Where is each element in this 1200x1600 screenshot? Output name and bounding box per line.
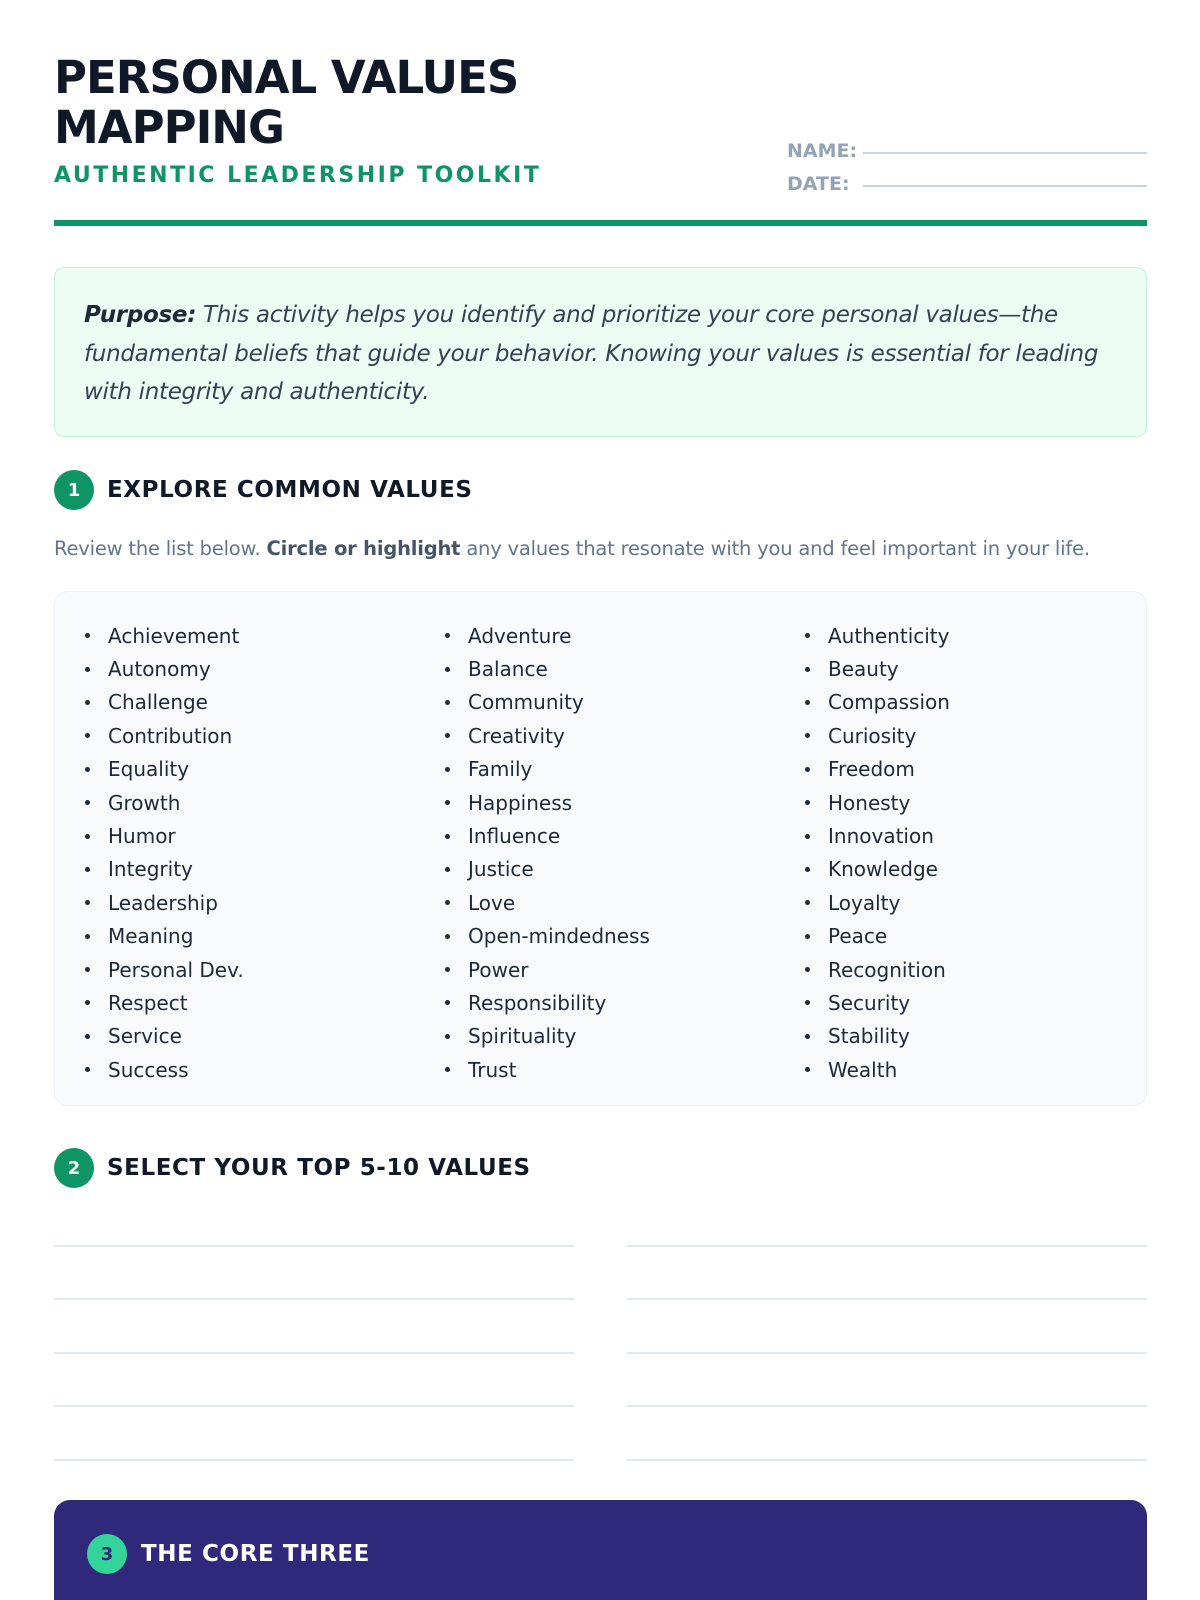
value-item[interactable]: Freedom	[801, 753, 950, 786]
value-item[interactable]: Innovation	[801, 819, 950, 852]
value-item[interactable]: Respect	[81, 986, 244, 1019]
worksheet-page	[54, 0, 1147, 1567]
value-item[interactable]: Equality	[81, 753, 244, 786]
page-subtitle: AUTHENTIC LEADERSHIP TOOLKIT	[54, 163, 542, 188]
write-line[interactable]	[627, 1247, 1147, 1301]
value-item[interactable]: Love	[441, 886, 650, 919]
section-1-instruction	[54, 537, 1090, 560]
value-item[interactable]: Meaning	[81, 920, 244, 953]
write-line[interactable]	[54, 1407, 574, 1461]
core-three-panel	[54, 1500, 1147, 1600]
instruction-after: any values that resonate with you and feel important in your life.	[466, 537, 1090, 560]
value-item[interactable]: Security	[801, 986, 950, 1019]
section-3-title: THE CORE THREE	[141, 1541, 370, 1567]
date-row	[787, 167, 1147, 200]
page-title: PERSONAL VALUES MAPPING	[54, 51, 519, 154]
date-field[interactable]	[863, 185, 1147, 187]
purpose-box	[54, 267, 1147, 437]
value-item[interactable]: Community	[441, 686, 650, 719]
header-divider	[54, 220, 1147, 226]
write-line[interactable]	[627, 1407, 1147, 1461]
value-item[interactable]: Adventure	[441, 619, 650, 652]
header	[54, 0, 1147, 228]
value-item[interactable]: Curiosity	[801, 719, 950, 752]
write-line[interactable]	[54, 1247, 574, 1301]
value-item[interactable]: Trust	[441, 1053, 650, 1086]
purpose-label: Purpose:	[84, 302, 197, 328]
value-item[interactable]: Authenticity	[801, 619, 950, 652]
write-line[interactable]	[54, 1300, 574, 1354]
instruction-bold: Circle or highlight	[266, 537, 461, 560]
value-item[interactable]: Humor	[81, 819, 244, 852]
section-2-title: SELECT YOUR TOP 5-10 VALUES	[107, 1155, 531, 1181]
value-item[interactable]: Influence	[441, 819, 650, 852]
values-column-2	[441, 619, 650, 1086]
value-item[interactable]: Power	[441, 953, 650, 986]
purpose-text: This activity helps you identify and prioritize your core personal values—the fundamental beliefs that guide your behavior. Knowing your values is essential for leading with integrity and authenticity.	[84, 302, 1099, 405]
write-line[interactable]	[627, 1193, 1147, 1247]
value-item[interactable]: Happiness	[441, 786, 650, 819]
values-column-1	[81, 619, 244, 1086]
value-item[interactable]: Recognition	[801, 953, 950, 986]
instruction-before: Review the list below.	[54, 537, 261, 560]
value-item[interactable]: Balance	[441, 652, 650, 685]
top-values-column-left	[54, 1193, 574, 1461]
name-field[interactable]	[863, 152, 1147, 154]
value-item[interactable]: Personal Dev.	[81, 953, 244, 986]
value-item[interactable]: Stability	[801, 1020, 950, 1053]
value-item[interactable]: Growth	[81, 786, 244, 819]
value-item[interactable]: Integrity	[81, 853, 244, 886]
write-line[interactable]	[627, 1300, 1147, 1354]
value-item[interactable]: Peace	[801, 920, 950, 953]
value-item[interactable]: Honesty	[801, 786, 950, 819]
section-1-heading	[54, 470, 473, 510]
values-list-box	[54, 591, 1147, 1106]
value-item[interactable]: Creativity	[441, 719, 650, 752]
value-item[interactable]: Leadership	[81, 886, 244, 919]
value-item[interactable]: Knowledge	[801, 853, 950, 886]
value-item[interactable]: Service	[81, 1020, 244, 1053]
section-2-heading	[54, 1148, 531, 1188]
value-item[interactable]: Justice	[441, 853, 650, 886]
name-label: NAME:	[787, 139, 858, 162]
name-date-fields	[787, 134, 1147, 200]
write-line[interactable]	[54, 1354, 574, 1408]
value-item[interactable]: Beauty	[801, 652, 950, 685]
section-1-title: EXPLORE COMMON VALUES	[107, 477, 473, 503]
step-1-badge: 1	[54, 470, 94, 510]
date-label: DATE:	[787, 172, 850, 195]
top-values-column-right	[627, 1193, 1147, 1461]
name-row	[787, 134, 1147, 167]
value-item[interactable]: Family	[441, 753, 650, 786]
value-item[interactable]: Contribution	[81, 719, 244, 752]
value-item[interactable]: Compassion	[801, 686, 950, 719]
value-item[interactable]: Autonomy	[81, 652, 244, 685]
step-2-badge: 2	[54, 1148, 94, 1188]
value-item[interactable]: Loyalty	[801, 886, 950, 919]
value-item[interactable]: Achievement	[81, 619, 244, 652]
value-item[interactable]: Responsibility	[441, 986, 650, 1019]
write-line[interactable]	[627, 1354, 1147, 1408]
step-3-badge: 3	[87, 1534, 127, 1574]
write-line[interactable]	[54, 1193, 574, 1247]
values-column-3	[801, 619, 950, 1086]
value-item[interactable]: Success	[81, 1053, 244, 1086]
value-item[interactable]: Open-mindedness	[441, 920, 650, 953]
value-item[interactable]: Wealth	[801, 1053, 950, 1086]
value-item[interactable]: Spirituality	[441, 1020, 650, 1053]
value-item[interactable]: Challenge	[81, 686, 244, 719]
